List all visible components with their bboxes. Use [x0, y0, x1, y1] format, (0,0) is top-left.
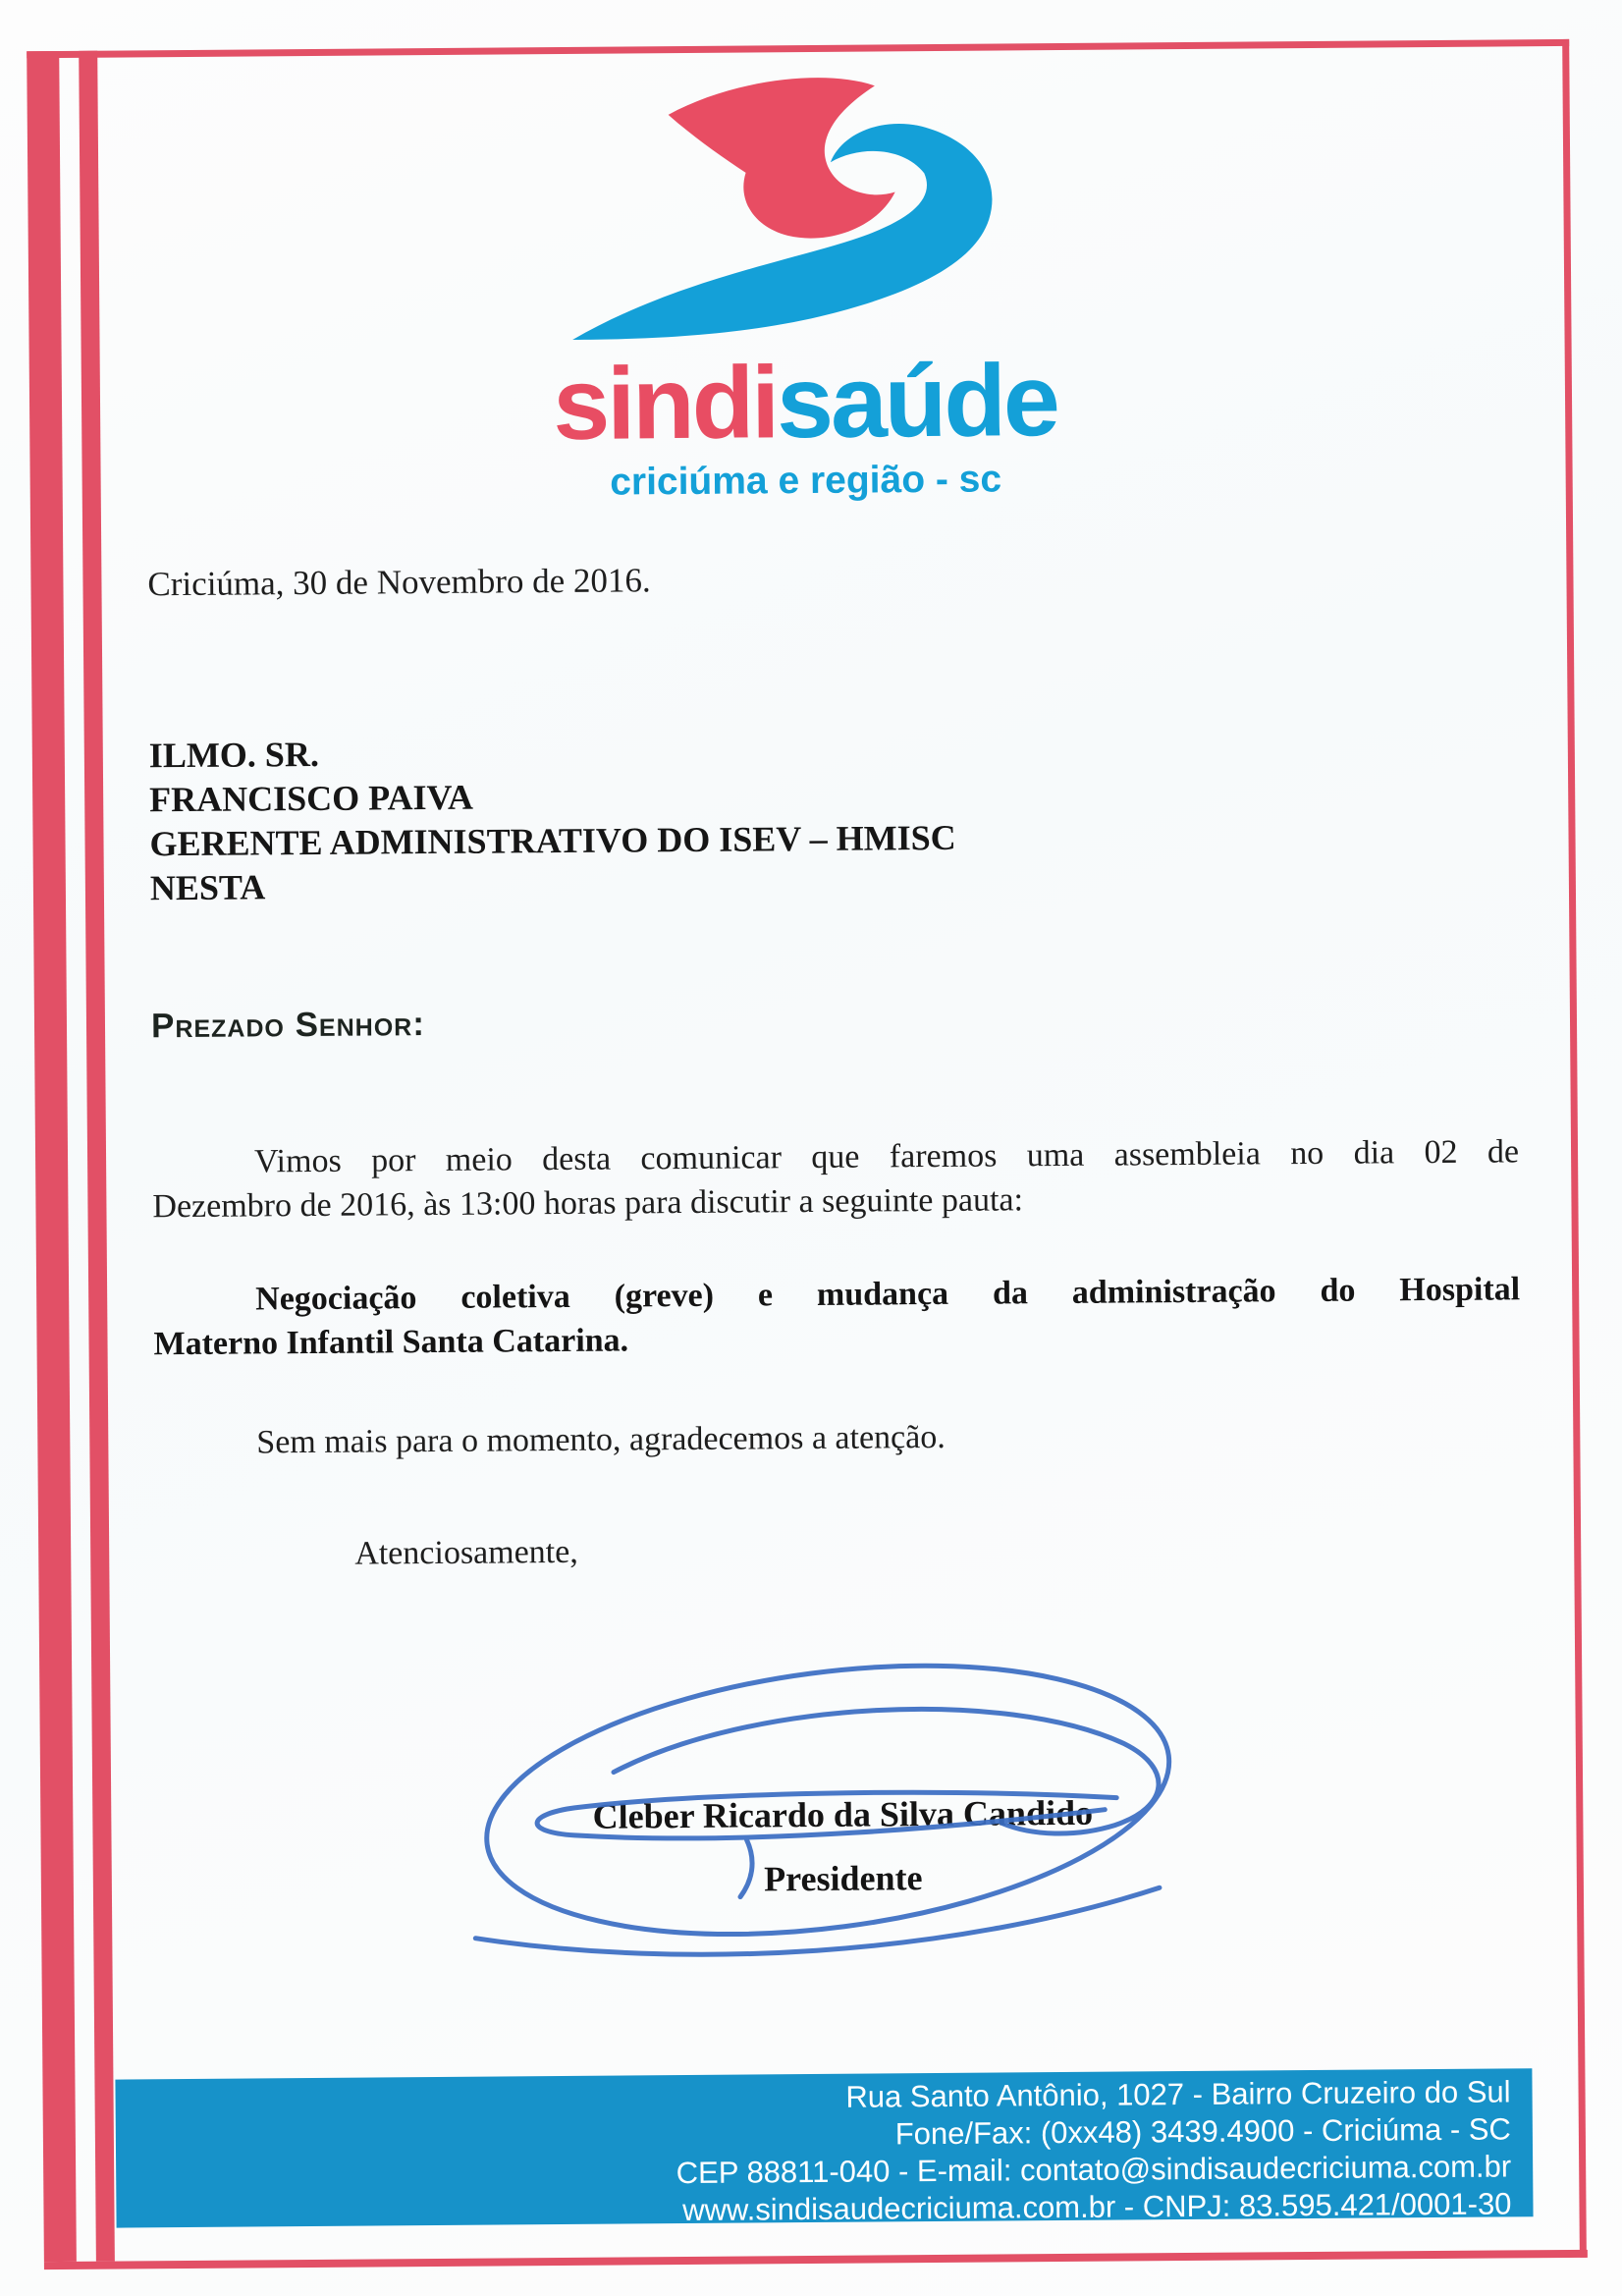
recipient-line-name: FRANCISCO PAIVA [149, 777, 474, 820]
closing-paragraph-line: Sem mais para o momento, agradecemos a atenção. [256, 1418, 946, 1461]
logo-wordmark-saude: saúde [776, 344, 1058, 461]
body-paragraph-1-line-2: Dezembro de 2016, às 13:00 horas para discutir a seguinte pauta: [152, 1181, 1024, 1226]
agenda-paragraph-line-2: Materno Infantil Santa Catarina. [153, 1322, 629, 1363]
footer-address-line: Rua Santo Antônio, 1027 - Bairro Cruzeiro do Sul [845, 2074, 1511, 2114]
date-line: Criciúma, 30 de Novembro de 2016. [147, 561, 651, 604]
sindisaude-swoosh-icon [551, 75, 1044, 361]
recipient-line-honorific: ILMO. SR. [148, 734, 320, 776]
frame-top-line [27, 39, 1569, 58]
recipient-block [149, 728, 956, 910]
logo-tagline: criciúma e região - sc [610, 458, 1002, 504]
footer-website-line: www.sindisaudecriciuma.com.br - CNPJ: 83.595.421/0001-30 [682, 2186, 1512, 2228]
recipient-line-nesta: NESTA [149, 867, 266, 908]
footer-phone-line: Fone/Fax: (0xx48) 3439.4900 - Criciúma - SC [894, 2111, 1512, 2152]
agenda-paragraph-line-1: Negociação coletiva (greve) e mudança da administração do Hospital [255, 1271, 1521, 1318]
body-paragraph-1 [152, 1129, 1520, 1229]
agenda-paragraph [153, 1267, 1521, 1366]
signatory-name: Cleber Ricardo da Silva Candido [592, 1792, 1094, 1836]
signature-block [504, 1794, 1182, 1898]
logo-wordmark [0, 346, 1616, 461]
signoff: Atenciosamente, [354, 1533, 578, 1572]
footer-email-line: CEP 88811-040 - E-mail: contato@sindisaudecriciuma.com.br [676, 2149, 1512, 2191]
closing-paragraph [154, 1410, 1521, 1465]
signatory-title: Presidente [764, 1858, 923, 1899]
salutation: Prezado Senhor: [150, 1005, 426, 1046]
body-paragraph-1-line-1: Vimos por meio desta comunicar que faremos uma assembleia no dia 02 de [253, 1133, 1520, 1180]
footer-bar [115, 2068, 1533, 2227]
frame-bottom-line [44, 2250, 1588, 2269]
logo-wordmark-sindi: sindi [552, 346, 778, 463]
recipient-line-role: GERENTE ADMINISTRATIVO DO ISEV – HMISC [149, 817, 956, 864]
